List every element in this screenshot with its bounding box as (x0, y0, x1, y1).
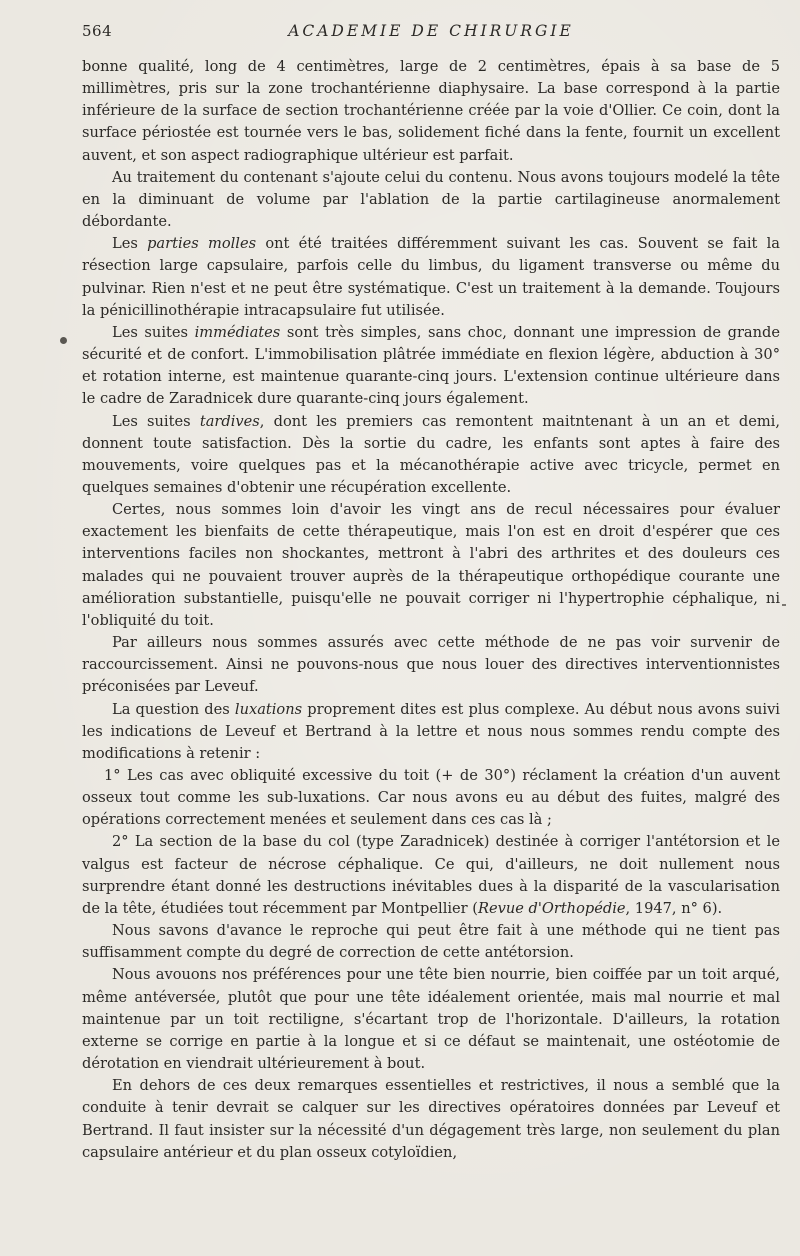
text-run: proprement dites est plus complexe. Au début nous avons suivi les indications de Leveuf et Bertrand à la lettre et nous nous sommes rendu compte des modifications à retenir : (82, 700, 780, 762)
paragraph (82, 765, 780, 831)
page-number: 564 (82, 22, 113, 40)
text-run: ont été traitées différemment suivant les cas. Souvent se fait la résection large capsulaire, parfois celle du limbus, du ligament transverse ou même du pulvinar. Rien n'est et ne peut être systématique. C'est un traitement à la demande. Toujours la pénicillinothérapie intracapsulaire fut utilisée. (82, 235, 780, 319)
paragraph (82, 322, 780, 411)
text-run: Par ailleurs nous sommes assurés avec cette méthode de ne pas voir survenir de raccourcissement. Ainsi ne pouvons-nous que nous louer des directives interventionnistes préconisées par Leveuf. (82, 634, 780, 696)
paragraph (82, 632, 780, 698)
text-run: La question des (112, 700, 235, 718)
text-run: Les suites (112, 323, 195, 341)
paragraph (82, 167, 780, 233)
paragraph (82, 233, 780, 322)
margin-ink-mark (60, 337, 67, 344)
text-run: Nous savons d'avance le reproche qui peut être fait à une méthode qui ne tient pas suffisamment compte du degré de correction de cette antétorsion. (82, 922, 780, 962)
paragraph (82, 920, 780, 964)
text-run: Nous avouons nos préférences pour une tête bien nourrie, bien coiffée par un toit arqué, même antéversée, plutôt que pour une tête idéalement orientée, mais mal nourrie et mal maintenue par un toit rectiligne, s'écartant trop de l'horizontale. D'ailleurs, la rotation externe se corrige en partie à la longue et si ce défaut se maintenait, une ostéotomie de dérotation en viendrait ultérieurement à bout. (82, 966, 780, 1073)
text-run: 2° La section de la base du col (type Zaradnicek) destinée à corriger l'antétorsion et le valgus est facteur de nécrose céphalique. Ce qui, d'ailleurs, ne doit nullement nous surprendre étant donné les destructions inévitables dues à la disparité de la vascularisation de la tête, étudiées tout récemment par Montpellier ( (82, 833, 780, 917)
paragraph (82, 56, 780, 167)
text-run: Au traitement du contenant s'ajoute celui du contenu. Nous avons toujours modelé la tête en la diminuant de volume par l'ablation de la partie cartilagineuse anormalement débordante. (82, 168, 780, 231)
text-run: Les suites (112, 412, 200, 430)
body-text (82, 56, 780, 1164)
text-run: , dont les premiers cas remontent maitntenant à un an et demi, donnent toute satisfaction. Dès la sortie du cadre, les enfants sont aptes à faire des mouvements, voire quelques pas et la mécanothérapie active avec tricycle, permet en quelques semaines d'obtenir une récupération excellente. (82, 412, 780, 496)
paragraph (82, 964, 780, 1075)
italic-text: luxations (234, 700, 303, 718)
text-run: sont très simples, sans choc, donnant une impression de grande sécurité et de confort. L'immobilisation plâtrée immédiate en flexion légère, abduction à 30° et rotation interne, est maintenue quarante-cinq jours. L'extension continue ultérieure dans le cadre de Zaradnicek dure quarante-cinq jours également. (82, 323, 780, 408)
text-run: 1° Les cas avec obliquité excessive du toit (+ de 30°) réclament la création d'un auvent osseux tout comme les sub-luxations. Car nous avons eu au début des fuites, malgré des opérations correctement menées et seulement dans ces cas là ; (82, 767, 780, 829)
italic-text: immédiates (194, 323, 281, 341)
text-run: Les (112, 235, 148, 253)
paragraph (82, 1075, 780, 1164)
margin-ink-mark-right (782, 604, 786, 606)
running-title: ACADEMIE DE CHIRURGIE (288, 22, 574, 40)
text-run: Certes, nous sommes loin d'avoir les vingt ans de recul nécessaires pour évaluer exactement les bienfaits de cette thérapeutique, mais l'on est en droit d'espérer que ces interventions faciles non shockantes, mettront à l'abri des arthrites et des douleurs ces malades qui ne pouvaient trouver auprès de la thérapeutique orthopédique courante une amélioration substantielle, puisqu'elle ne pouvait corriger ni l'hypertrophie céphalique, ni l'obliquité du toit. (82, 501, 780, 629)
page-header (82, 22, 780, 48)
paragraph (82, 699, 780, 765)
paragraph (82, 411, 780, 500)
italic-text: parties molles (147, 235, 257, 253)
paragraph (82, 499, 780, 632)
paragraph (82, 831, 780, 920)
italic-text: Revue d'Orthopédie (477, 899, 626, 917)
italic-text: tardives (199, 412, 260, 430)
text-run: bonne qualité, long de 4 centimètres, large de 2 centimètres, épais à sa base de 5 millimètres, pris sur la zone trochantérienne diaphysaire. La base correspond à la partie inférieure de la surface de section trochantérienne créée par la voie d'Ollier. Ce coin, dont la surface périostée est tournée vers le bas, solidement fiché dans la fente, fournit un excellent auvent, et son aspect radiographique ultérieur est parfait. (82, 58, 780, 164)
text-run: En dehors de ces deux remarques essentielles et restrictives, il nous a semblé que la conduite à tenir devrait se calquer sur les directives opératoires données par Leveuf et Bertrand. Il faut insister sur la nécessité d'un dégagement très large, non seulement du plan capsulaire antérieur et du plan osseux cotyloïdien, (82, 1077, 780, 1161)
text-run: , 1947, n° 6). (625, 899, 723, 917)
